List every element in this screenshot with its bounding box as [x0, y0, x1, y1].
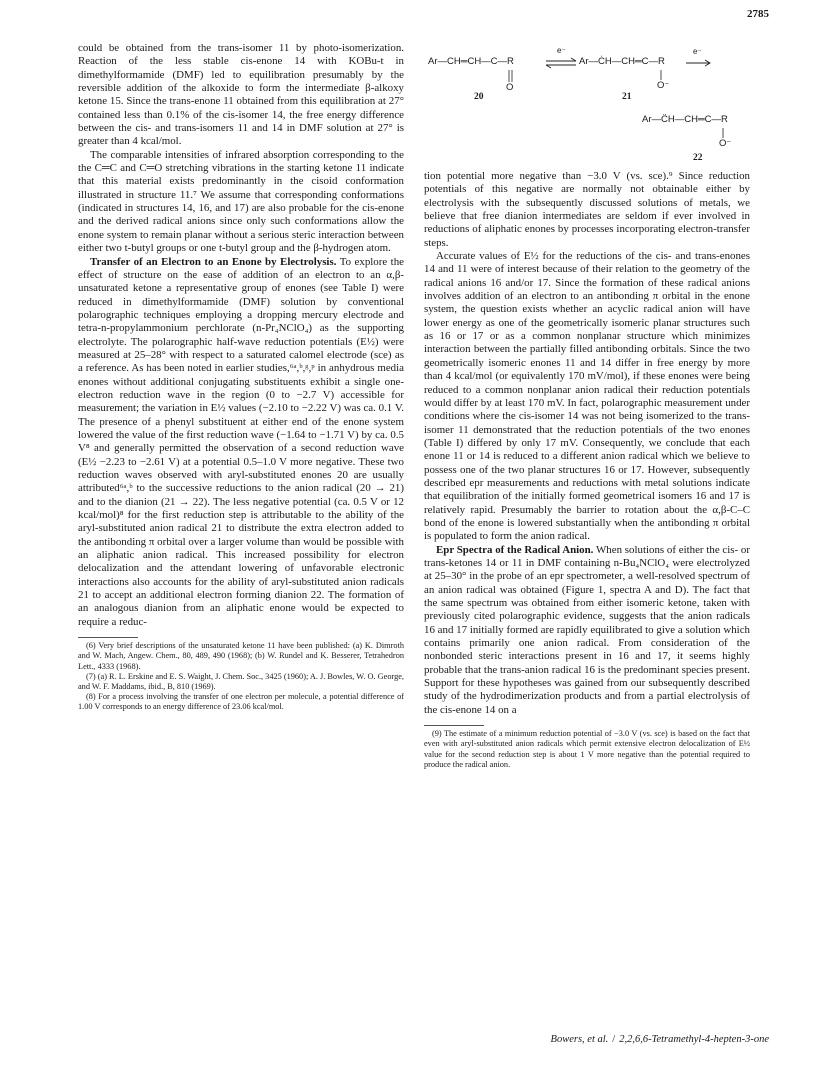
- section-paragraph: [78, 256, 404, 630]
- page-number: 2785: [747, 8, 769, 20]
- structure-22: Ar—C̈H—CH═C—R: [642, 114, 728, 125]
- electron-label-2: e⁻: [693, 47, 702, 56]
- structure-20: Ar—CH═CH—C—R: [428, 56, 514, 67]
- footer-compound: 2,2,6,6-Tetramethyl-4-hepten-3-one: [619, 1034, 769, 1045]
- body-paragraph: tion potential more negative than −3.0 V (vs. sce).⁹ Since reduction potentials of this negative are normally not obtainable either by electrolysis with the subsequently discussed solutions of metals, we believe that free dianion intermediates are seldom if ever involved in reductions of aliphatic enones by processes incorporating electron-transfer steps.: [424, 170, 750, 249]
- footnote: (8) For a process involving the transfer of one electron per molecule, a potential difference of 1.00 V corresponds to an energy difference of 23.06 kcal/mol.: [78, 692, 404, 712]
- compound-number-22: 22: [693, 153, 703, 163]
- footnote: (7) (a) R. L. Erskine and E. S. Waight, J. Chem. Soc., 3425 (1960); A. J. Bowles, W. O. George, and W. F. Maddams, ibid., B, 810 (1969).: [78, 671, 404, 691]
- section-text: To explore the effect of structure on the ease of addition of an electron to an α,β-unsaturated ketone a representative group of enones (see Table I) were reduced in dimethylformamide (DMF) solution by conventional polarographic techniques employing a dropping mercury electrode and tetra-n-propylammonium perchlorate (n-Pr₄NClO₄) as the supporting electrolyte. The polarographic half-wave reduction potentials (E½) were measured at 25–28° with respect to a saturated calomel electrode (sce) as a reference. As has been noted in earlier studies,⁶ᵃ,ᵇ,ᵍ,ᵖ in anhydrous media enones without additional conjugating substituents exhibit a single one-electron reduction wave in the region (0 to −2.7 V) accessible for measurement; the variation in E½ values (−2.10 to −2.22 V) was ca. 0.1 V. The presence of a phenyl substituent at either end of the enone system lowered the value of the first reduction wave (−1.64 to −1.71 V) by ca. 0.5 V⁸ and generally permitted the observation of a second reduction wave (E½ −2.23 to −2.61 V) at a potential 0.5–1.0 V more negative. These two reduction waves observed with aryl-substituted enones 20 are usually attributed⁶ᵃ,ᵇ to the successive reductions to the anion radical (20 → 21) and to the dianion (21 → 22). The less negative potential (ca. 0.5 V or 12 kcal/mol)⁸ for the first reduction step is attributable to the ability of the aryl-substituted anion radical 21 to distribute the extra electron added to the antibonding π orbital over a larger volume than would be possible with an aliphatic anion radical. This increased possibility for electron delocalization and the attendant lowering of unfavorable electronic interactions also accounts for the ability of aryl-substituted anion radicals 21 to accept an additional electron forming dianion 22. The formation of an analogous dianion from an aliphatic enone would be expected to require a reduc-: [78, 255, 404, 628]
- reaction-scheme: [424, 42, 750, 170]
- footnote-rule: [424, 725, 484, 726]
- body-paragraph: Accurate values of E½ for the reductions of the cis- and trans-enones 14 and 11 were of interest because of their relation to the geometry of the radical anions 16 and/or 17. Since the formation of these radical anions involves addition of an electron to an antibonding π orbital in the enone system, the question exists whether an acyclic radical anion will have lower energy as one of the geometrically isomeric planar structures such as 16 or 17 or as a common nonplanar structure which minimizes interaction between the partially filled antibonding orbitals. Since the two geometrically isomeric enones 11 and 14 differ in free energy by more than 4 kcal/mol (or equivalently 170 mV/mol), if these enones were being reduced to a common nonplanar anion radical their reduction potentials would differ by at least 170 mV. In fact, polarographic measurement under conditions where the cis-isomer 14 was not being isomerized to the trans-isomer 11 demonstrated that the reduction potentials of the two enones (Table I) differed by only 17 mV. Consequently, we conclude that each enone 11 or 14 is reduced to a different anion radical which we believe to possess one of the two planar structures 16 or 17. However, subsequently described epr measurements and reductions with metal solutions indicate that equilibration of the initially formed geometrical isomers 16 and 17 is relatively rapid. Presumably the barrier to rotation about the α,β-C–C bond of the enone is lowered substantially when the antibonding π orbital is populated to form the anion radical.: [424, 250, 750, 543]
- compound-number-21: 21: [622, 92, 632, 102]
- running-footer: [551, 1034, 769, 1045]
- left-column: [78, 42, 404, 713]
- footnote-rule: [78, 637, 138, 638]
- section-text: When solutions of either the cis- or trans-ketones 14 or 11 in DMF containing n-Bu₄NClO₄ were electrolyzed at 25–30° in the probe of an epr spectrometer, a well-resolved spectrum of an anion radical was obtained (Figure 1, spectra A and D). The fact that the same spectrum was obtained from either isomeric ketone, taken with previously cited polarographic evidence, suggests that the anion radicals 16 and 17 initially formed are rapidly equilibrated to give a solution which contains primarily one anion radical. From consideration of the nonbonded steric interactions present in 16 and 17, it seems highly probable that the trans-anion radical 16 is the predominant species present. Support for these hypotheses was gained from our subsequently described study of the hydrodimerization products and from a partial electrolysis of the cis-enone 14 on a: [424, 543, 751, 716]
- structure-21: Ar—ĊH—CH═C—R: [579, 56, 665, 67]
- section-paragraph: [424, 544, 750, 717]
- structure-22-oxygen: O⁻: [719, 138, 732, 149]
- footer-separator: /: [612, 1034, 616, 1045]
- body-paragraph: The comparable intensities of infrared absorption corresponding to the the C═C and C═O stretching vibrations in the starting ketone 11 indicate that this material exists predominantly in the cisoid conformation illustrated in structure 11.⁷ We assume that corresponding conformations (indicated in structures 14, 16, and 17) are also probable for the cis-enone and the derived radical anions since only such conformations allow the enone system to remain planar without a serious steric interaction between either two t-butyl groups or one t-butyl group and the β-hydrogen atom.: [78, 148, 404, 255]
- body-paragraph: could be obtained from the trans-isomer 11 by photo-isomerization. Reaction of the less stable cis-enone 14 with KOBu-t in dimethylformamide (DMF) led to equilibration presumably by the reversible addition of the alkoxide to form the intermediate β-alkoxy ketone 15. Since the trans-enone 11 obtained from this equilibration at 27° contained less than 0.1% of the cis-isomer 14, the free energy difference between the cis- and trans-isomers 11 and 14 in DMF solution at 27° is greater than 4 kcal/mol.: [78, 42, 404, 148]
- footer-authors: Bowers, et al.: [550, 1034, 609, 1045]
- section-heading: Transfer of an Electron to an Enone by Electrolysis.: [90, 255, 337, 268]
- structure-21-oxygen: O⁻: [657, 80, 670, 91]
- electron-label-1: e⁻: [557, 46, 566, 55]
- footnote: (6) Very brief descriptions of the unsaturated ketone 11 have been published: (a) K. Dimroth and W. Mach, Angew. Chem., 80, 489, 490 (1968); (b) W. Rundel and K. Besserer, Tetrahedron Lett., 4333 (1968).: [78, 641, 404, 671]
- structure-20-oxygen: O: [506, 82, 514, 93]
- section-heading: Epr Spectra of the Radical Anion.: [436, 543, 594, 556]
- compound-number-20: 20: [474, 92, 484, 102]
- right-column: [424, 42, 750, 770]
- footnote: (9) The estimate of a minimum reduction potential of −3.0 V (vs. sce) is based on the fact that even with aryl-substituted anion radicals which permit extensive electron delocalization of E½ value for the second reduction step is about 1 V more negative than the potential required to produce the radical anion.: [424, 729, 750, 769]
